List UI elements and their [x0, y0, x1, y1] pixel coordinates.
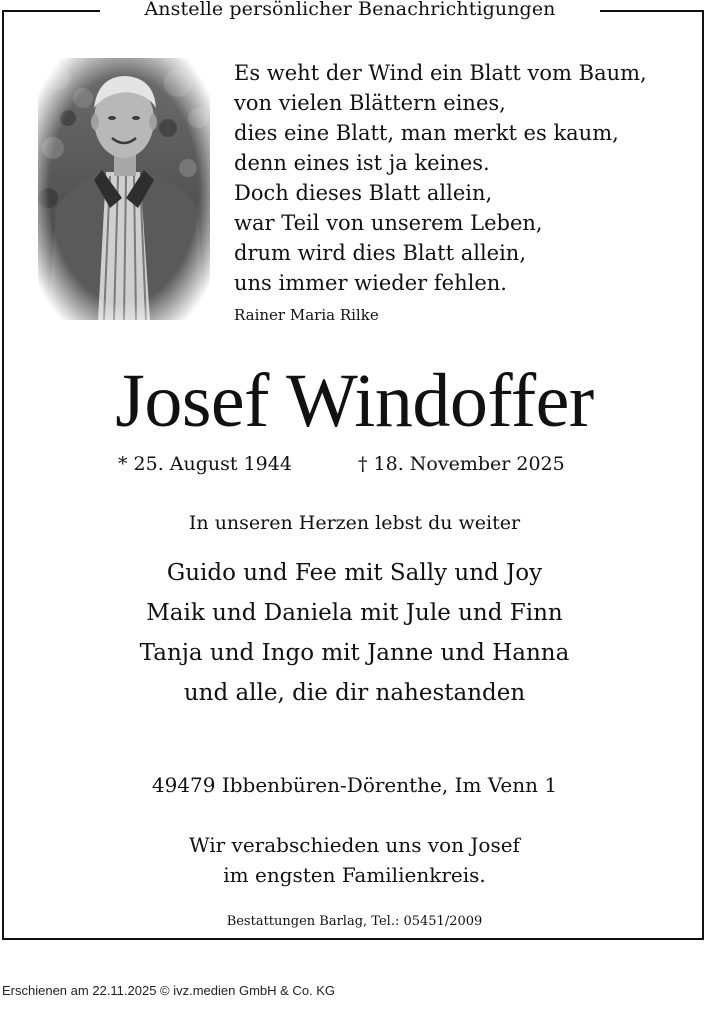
farewell-line: im engsten Familienkreis. — [223, 863, 486, 887]
family-line: und alle, die dir nahestanden — [183, 680, 526, 706]
address: 49479 Ibbenbüren-Dörenthe, Im Venn 1 — [151, 773, 558, 797]
family-line: Maik und Daniela mit Jule und Finn — [146, 600, 563, 626]
farewell-line: Wir verabschieden uns von Josef — [189, 833, 520, 857]
poem-line: war Teil von unserem Leben, — [234, 211, 543, 235]
publication-footer: Erschienen am 22.11.2025 © ivz.medien GmbH & Co. KG — [2, 983, 336, 998]
birth-date: * 25. August 1944 — [118, 453, 292, 475]
undertaker-contact: Bestattungen Barlag, Tel.: 05451/2009 — [226, 914, 483, 929]
death-date: † 18. November 2025 — [358, 453, 565, 475]
portrait-image — [38, 58, 210, 320]
motto: In unseren Herzen lebst du weiter — [188, 512, 521, 534]
poem-line: drum wird dies Blatt allein, — [234, 241, 527, 265]
family-list — [0, 553, 709, 713]
poem-line: Es weht der Wind ein Blatt vom Baum, — [234, 61, 647, 85]
family-line: Tanja und Ingo mit Janne und Hanna — [139, 640, 570, 666]
farewell — [0, 830, 709, 890]
life-dates — [0, 450, 709, 480]
poem-line: denn eines ist ja keines. — [234, 151, 490, 175]
portrait-photo — [38, 58, 210, 320]
family-line: Guido und Fee mit Sally und Joy — [166, 560, 543, 586]
poem-author: Rainer Maria Rilke — [234, 306, 379, 324]
poem-line: dies eine Blatt, man merkt es kaum, — [234, 121, 619, 145]
poem-line: Doch dieses Blatt allein, — [234, 181, 493, 205]
poem — [234, 58, 694, 324]
deceased-name: Josef Windoffer — [115, 359, 594, 443]
poem-line: von vielen Blättern eines, — [234, 91, 506, 115]
header-text: Anstelle persönlicher Benachrichtigungen — [100, 0, 600, 19]
poem-line: uns immer wieder fehlen. — [234, 271, 507, 295]
